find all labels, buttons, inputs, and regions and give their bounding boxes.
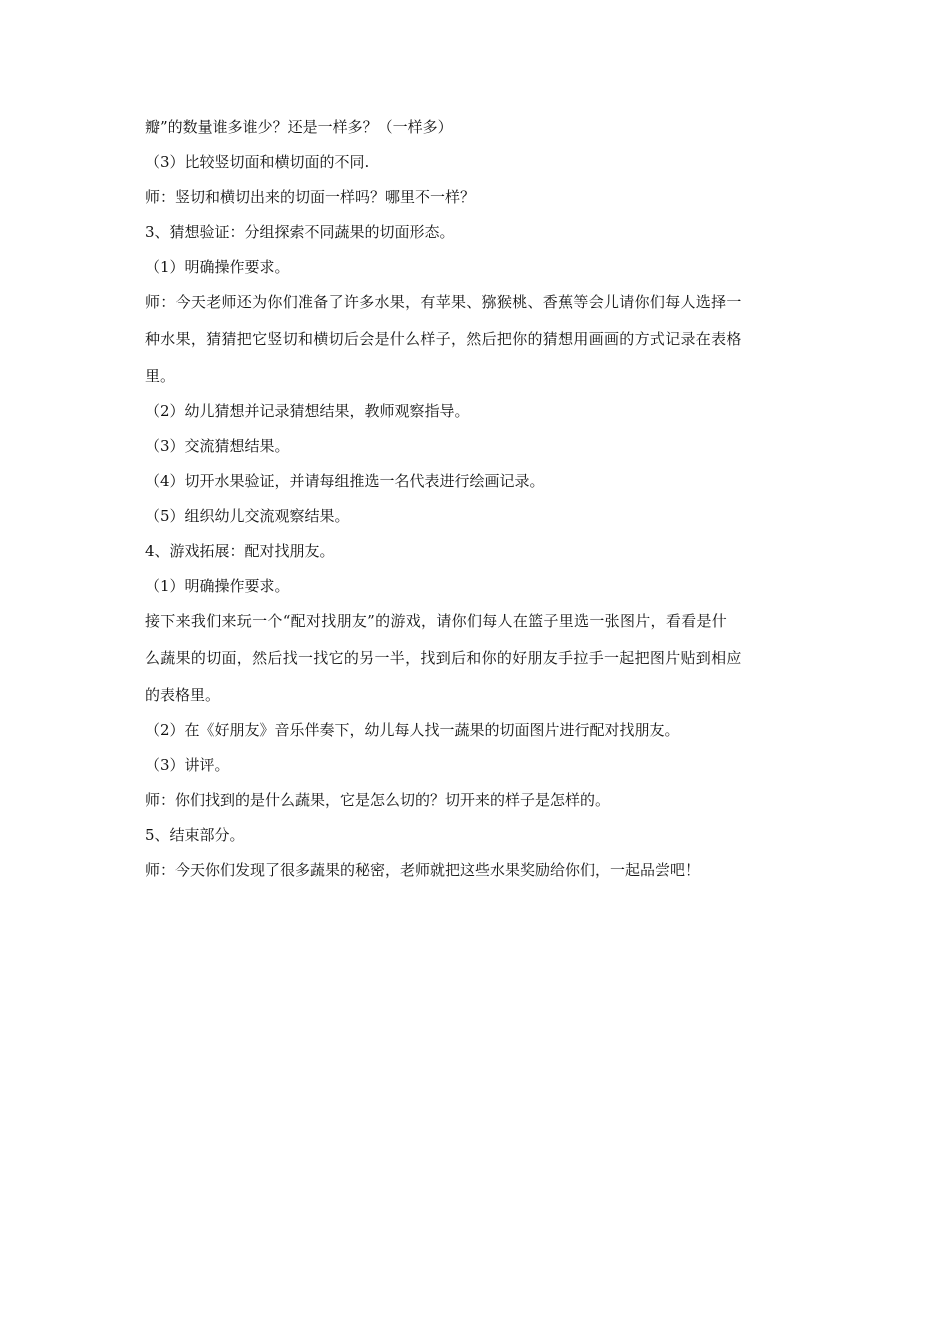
text-line: 师：竖切和横切出来的切面一样吗？哪里不一样？ (145, 188, 476, 206)
section-heading: 4、游戏拓展：配对找朋友。 (145, 542, 335, 560)
text-line: （2）幼儿猜想并记录猜想结果，教师观察指导。 (145, 402, 470, 420)
text-line: （4）切开水果验证，并请每组推选一名代表进行绘画记录。 (145, 472, 545, 490)
text-line: （1）明确操作要求。 (145, 258, 290, 276)
text-line: （3）比较竖切面和横切面的不同. (145, 153, 370, 171)
section-heading: 3、猜想验证：分组探索不同蔬果的切面形态。 (145, 223, 455, 241)
text-line: （5）组织幼儿交流观察结果。 (145, 507, 350, 525)
section-heading: 5、结束部分。 (145, 826, 245, 844)
text-line: （1）明确操作要求。 (145, 577, 290, 595)
text-line: 师：今天老师还为你们准备了许多水果，有苹果、猕猴桃、香蕉等会儿请你们每人选择一 (145, 293, 742, 311)
text-line: 接下来我们来玩一个“配对找朋友”的游戏，请你们每人在篮子里选一张图片，看看是什 (145, 612, 728, 630)
document-body (145, 117, 810, 895)
text-line: 师：今天你们发现了很多蔬果的秘密，老师就把这些水果奖励给你们，一起品尝吧！ (145, 861, 701, 879)
text-line: 种水果，猜猜把它竖切和横切后会是什么样子，然后把你的猜想用画画的方式记录在表格 (145, 330, 742, 348)
text-line: （3）讲评。 (145, 756, 230, 774)
text-line: 师：你们找到的是什么蔬果，它是怎么切的？切开来的样子是怎样的。 (145, 791, 611, 809)
text-line: （2）在《好朋友》音乐伴奏下，幼儿每人找一蔬果的切面图片进行配对找朋友。 (145, 721, 680, 739)
text-line: 的表格里。 (145, 686, 221, 704)
text-line: 瓣”的数量谁多谁少？还是一样多？（一样多） (145, 118, 453, 136)
text-line: 么蔬果的切面，然后找一找它的另一半，找到后和你的好朋友手拉手一起把图片贴到相应 (145, 649, 742, 667)
text-line: 里。 (145, 367, 176, 385)
text-line: （3）交流猜想结果。 (145, 437, 290, 455)
